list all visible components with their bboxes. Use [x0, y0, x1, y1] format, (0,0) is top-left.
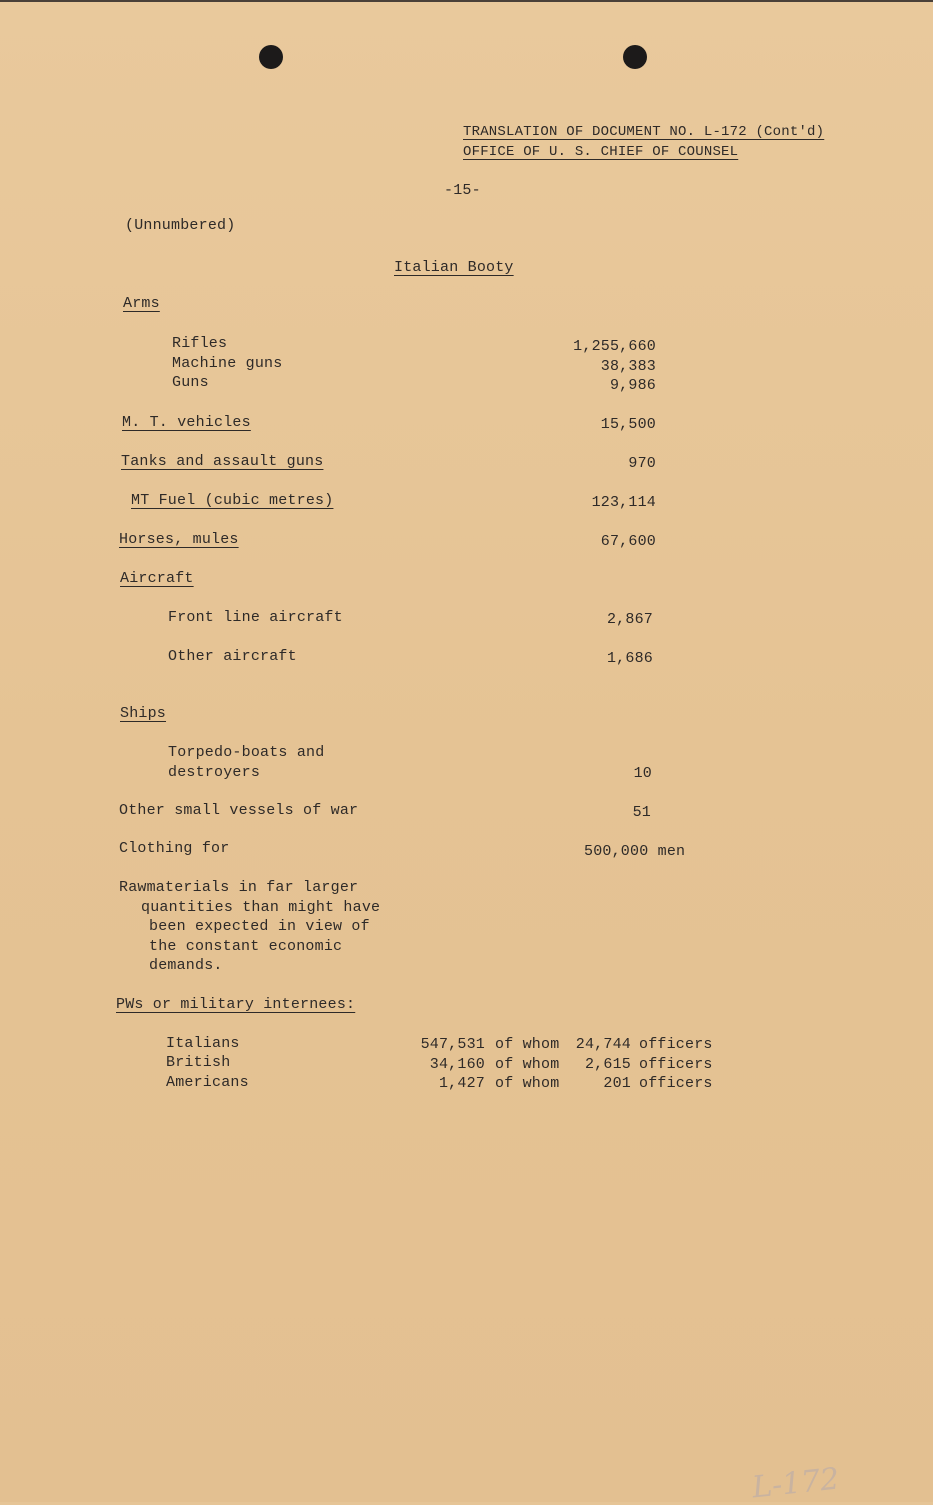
other-aircraft-value: 1,686: [606, 650, 653, 667]
clothing-label: Clothing for: [119, 840, 230, 857]
punch-hole-left: [259, 45, 283, 69]
unnumbered-label: (Unnumbered): [125, 217, 236, 234]
rifles-label: Rifles: [172, 335, 228, 352]
torpedo-boats-value: 10: [633, 765, 652, 782]
horses-label: Horses, mules: [119, 531, 239, 548]
clothing-value: 500,000 men: [584, 843, 686, 860]
raw-materials-line-4: the constant economic: [149, 938, 343, 955]
header-line-2: OFFICE OF U. S. CHIEF OF COUNSEL: [463, 144, 739, 160]
pws-british-suffix: officers: [639, 1056, 713, 1073]
pws-americans-of: of whom: [495, 1075, 560, 1092]
destroyers-label: destroyers: [168, 764, 261, 781]
pws-heading: PWs or military internees:: [116, 996, 356, 1013]
guns-value: 9,986: [609, 377, 656, 394]
front-line-aircraft-label: Front line aircraft: [168, 609, 343, 626]
page-number: -15-: [444, 182, 481, 199]
pws-italians-officers: 24,744: [575, 1036, 631, 1053]
rifles-value: 1,255,660: [573, 338, 656, 355]
pws-americans-officers: 201: [603, 1075, 631, 1092]
ships-heading: Ships: [120, 705, 167, 722]
machine-guns-label: Machine guns: [172, 355, 283, 372]
other-aircraft-label: Other aircraft: [168, 648, 297, 665]
pws-italians-suffix: officers: [639, 1036, 713, 1053]
pws-italians-total: 547,531: [420, 1036, 485, 1053]
arms-heading: Arms: [123, 295, 160, 312]
raw-materials-line-1: Rawmaterials in far larger: [119, 879, 359, 896]
header-line-1: TRANSLATION OF DOCUMENT NO. L-172 (Cont'd): [463, 124, 825, 140]
pws-americans-total: 1,427: [438, 1075, 485, 1092]
raw-materials-line-2: quantities than might have: [141, 899, 381, 916]
raw-materials-line-3: been expected in view of: [149, 918, 370, 935]
tanks-label: Tanks and assault guns: [121, 453, 324, 470]
front-line-aircraft-value: 2,867: [606, 611, 653, 628]
small-vessels-label: Other small vessels of war: [119, 802, 359, 819]
pws-british-total: 34,160: [429, 1056, 485, 1073]
mt-vehicles-value: 15,500: [600, 416, 656, 433]
aircraft-heading: Aircraft: [120, 570, 194, 587]
pws-americans-suffix: officers: [639, 1075, 713, 1092]
horses-value: 67,600: [600, 533, 656, 550]
mt-fuel-value: 123,114: [591, 494, 656, 511]
handwritten-note: L-172: [750, 1461, 841, 1505]
pws-british-of: of whom: [495, 1056, 560, 1073]
machine-guns-value: 38,383: [600, 358, 656, 375]
pws-americans-label: Americans: [166, 1074, 249, 1091]
pws-british-officers: 2,615: [584, 1056, 631, 1073]
mt-fuel-label: MT Fuel (cubic metres): [131, 492, 334, 509]
pws-british-label: British: [166, 1054, 231, 1071]
punch-hole-right: [623, 45, 647, 69]
small-vessels-value: 51: [632, 804, 651, 821]
pws-italians-label: Italians: [166, 1035, 240, 1052]
document-title: Italian Booty: [394, 259, 514, 276]
pws-italians-of: of whom: [495, 1036, 560, 1053]
tanks-value: 970: [628, 455, 656, 472]
mt-vehicles-label: M. T. vehicles: [122, 414, 251, 431]
raw-materials-line-5: demands.: [149, 957, 223, 974]
guns-label: Guns: [172, 374, 209, 391]
torpedo-boats-label: Torpedo-boats and: [168, 744, 325, 761]
